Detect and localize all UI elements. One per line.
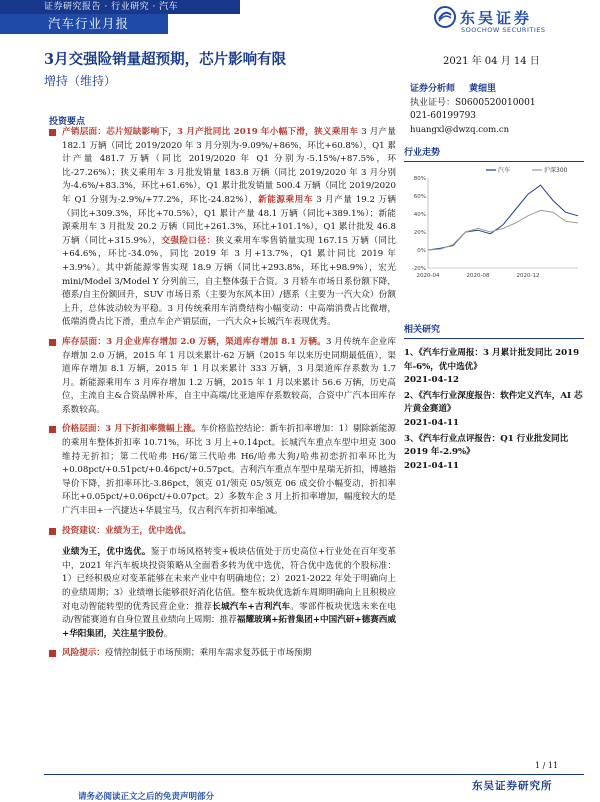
related-item[interactable] <box>404 433 584 474</box>
company-logo <box>434 6 584 36</box>
paragraph-risk <box>49 647 396 661</box>
invest-body: 鉴于市场风格转变+板块估值处于历史高位+行业处在百年变革中，2021 年汽车板块投资策略从全面看多转为优中选优，符合优中选优的个股标准：1）已经积极应对变革能够在未来产业中有明确地位；2）2021-2022 年处于明确向上的业绩周期；3）业绩增长能够很好消化估值。整车板块优选新车周期明确向上且积极应对电动智能转型的优秀民营企业：推荐 <box>62 547 396 612</box>
paragraph-body: 3 月传统车企业库存增加 2.0 万辆，2015 年 1 月以来累计-62 万辆（2015 年以来历史同期最低值），渠道库存增加 8.1 万辆，2015 年 1 月以来累计 333 万辆，3 月渠道库存系数为 1.7 月。新能源乘用车 3 月库存增加 1.2 万辆，2015 年 1 月以来累计 56.6 万辆，历史高位，主流自主&合资品牌补库，自主中高端/比亚迪库存系数较高，合资中广汽本田库存系数较高。 <box>62 336 397 415</box>
sidebar <box>404 145 584 475</box>
paragraph-body: 3 月产量 182.1 万辆（同比 2019/2020 年 3 月分别为-9.09%/+86%，环比+60.8%），Q1 累计产量 481.7 万辆（同比 2019/2020 年 Q1 分别为-5.15%/+87.5%，环比-27.26%）；狭义乘用车 3 月批发销量 183.8 万辆（同比 2019/2020 年 3 月分别为-4.6%/+83.3%，环比+61.6%），Q1 累计批发销量 500.4 万辆（同比 2019/2020 年 Q1 分别为-2.9%/+77.2%，环比-24.82%）， <box>62 127 396 205</box>
related-item-date: 2021-04-12 <box>404 375 459 386</box>
paragraph-price <box>49 423 396 518</box>
analyst-name: 黄细里 <box>469 84 497 94</box>
related-item-title[interactable]: 2、《汽车行业深度报告：软件定义汽车，AI 芯片黄金赛道》 <box>404 390 583 415</box>
footer-company: 东吴证券研究所 <box>472 780 553 792</box>
main-content <box>49 126 396 667</box>
invest-picks-vehicles: 长城汽车+吉利汽车 <box>212 601 291 612</box>
paragraph-lead: 交强险口径： <box>161 235 216 246</box>
divider <box>404 161 584 162</box>
x-tick-label: 2020-08 <box>466 273 490 279</box>
x-tick-label: 2020-04 <box>416 273 440 279</box>
paragraph-lead: 新能源乘用车 <box>258 194 314 205</box>
related-item-date: 2021-04-11 <box>404 417 459 428</box>
invest-body-3: 。 <box>163 628 173 639</box>
breadcrumb: 证券研究报告 · 行业研究 · 汽车 <box>44 2 179 12</box>
trend-chart-svg <box>404 164 584 284</box>
related-item-date: 2021-04-11 <box>404 460 459 471</box>
y-tick-label: -20% <box>411 266 426 272</box>
related-item[interactable] <box>404 347 584 388</box>
related-item[interactable] <box>404 390 584 431</box>
bullet-icon <box>49 129 56 136</box>
risk-lead: 风险提示： <box>62 648 105 659</box>
paragraph-production <box>49 126 396 330</box>
y-tick-label: 60% <box>413 194 426 200</box>
page-number: 1 / 11 <box>535 761 559 770</box>
report-date: 2021 年 04 月 14 日 <box>443 56 540 67</box>
y-tick-label: 40% <box>413 212 426 218</box>
top-header <box>0 0 600 36</box>
invest-body-2: 。零部件板块优选未来在电动/智能赛道有自身位置且业绩向上周期：推荐 <box>62 601 396 626</box>
divider <box>404 338 584 339</box>
paragraph-inventory <box>49 336 396 418</box>
bullet-icon <box>49 650 56 657</box>
y-tick-label: 20% <box>413 230 426 236</box>
invest-lead: 业绩为王，优中选优。 <box>62 547 151 558</box>
report-type: 汽车行业月报 <box>48 16 130 31</box>
analyst-phone: 021-60199793 <box>410 111 477 121</box>
analyst-email[interactable]: huangxl@dwzq.com.cn <box>410 124 510 135</box>
paragraph-advice <box>49 525 396 539</box>
paragraph-lead: 投资建议：业绩为王，优中选优。 <box>62 525 191 536</box>
bullet-icon <box>49 339 56 346</box>
paragraph-body: 车价格监控结论：新车折扣率增加：1）剔除新能源的乘用车整体折扣率 10.71%，环比 3 月上+0.14pct。长城汽车重点车型中坦克 300 维持无折扣；第二代哈弗 H6/第三代哈弗 H6/哈弗大狗/哈弗初恋折扣率环比为+0.08pct/+0.51pct/+0.46pct/+0.57pct。吉利汽车重点车型中星瑞无折扣，博越指导价下降，折扣率环比-3.86pct，领克 01/领克 05/领克 06 成交价小幅变动，折扣率环比+0.05pct/+0.06pct/+0.07pct。2）多数车企 3 月上折扣率增加，幅度较大的是广汽丰田+一汽捷达+华晨宝马，仅吉利汽车折扣率缩减。 <box>62 424 396 517</box>
analyst-info <box>410 83 580 137</box>
analyst-name-line <box>410 83 580 97</box>
analyst-license: 执业证号：S0600520010001 <box>410 97 536 108</box>
risk-body: 疫情控制低于市场预期；乘用车需求复苏低于市场预期 <box>104 648 312 659</box>
section-title-key-points: 投资要点 <box>49 117 86 127</box>
analyst-role: 证券分析师 <box>410 84 456 94</box>
rating: 增持（维持） <box>44 74 117 88</box>
x-tick-label: 2020-12 <box>516 273 540 279</box>
bullet-icon <box>49 528 56 535</box>
paragraph-lead: 产销层面：芯片短缺影响下，3 月产批同比 2019 年小幅下滑，狭义乘用车 <box>62 127 359 137</box>
paragraph-investment-detail <box>49 546 396 641</box>
paragraph-lead: 库存层面：3 月企业库存增加 2.0 万辆，渠道库存增加 8.1 万辆。 <box>62 336 326 347</box>
logo-text-en: SOOCHOW SECURITIES <box>461 26 546 34</box>
industry-trend-chart <box>404 164 584 284</box>
related-title: 相关研究 <box>404 325 441 335</box>
y-tick-label: 80% <box>413 176 426 182</box>
y-tick-label: 0% <box>417 248 426 254</box>
footer-disclaimer: 请务必阅读正文之后的免责声明部分 <box>78 792 215 802</box>
bullet-icon <box>49 426 56 433</box>
related-research-list <box>404 347 584 473</box>
logo-text-cn: 东吴证券 <box>460 9 533 27</box>
legend-label: 沪深300 <box>544 167 568 174</box>
related-item-title[interactable]: 3、《汽车行业点评报告：Q1 行业批发同比 2019 年-2.9%》 <box>404 433 569 458</box>
series-line-1 <box>428 210 578 250</box>
invest-picks-parts: 福耀玻璃+拓普集团+中国汽研+德赛西威+华阳集团，关注星宇股份 <box>62 615 396 639</box>
report-title: 3月交强险销量超预期，芯片影响有限 <box>44 51 287 68</box>
legend-label: 汽车 <box>498 167 511 174</box>
series-line-0 <box>428 185 578 250</box>
paragraph-body: 3 月产量 19.2 万辆（同比+309.3%，环比+70.5%），Q1 累计产量 48.1 万辆（同比+389.1%）；新能源乘用车 3 月批发 20.2 万辆（同比+261.3%，环比+101.1%），Q1 累计批发 46.8 万辆（同比+315.9%）， <box>62 194 396 246</box>
paragraph-lead: 价格层面：3 月下折扣率微幅上涨。 <box>62 424 201 435</box>
related-item-title[interactable]: 1、《汽车行业周报：3 月累计批发同比 2019 年-6%，优中选优》 <box>404 348 580 372</box>
footer-divider <box>44 774 584 775</box>
trend-title: 行业走势 <box>404 148 441 158</box>
logo-mark-icon <box>434 6 456 28</box>
paragraph-body: 狭义乘用车零售销量实现 167.15 万辆（同比+64.6%，环比-34.0%，同比 2019 年 3 月+13.7%，Q1 累计同比 2019 年+3.9%）。其中新能源零售实现 18.9 万辆（同比+293.8%，环比+98.9%），宏光 mini/Model 3/Model Y 分列前三，自主整体强于合资。3 月轿车市场日系份额下降，德系/自主份额回升，SUV 市场日系（主要为东风本田）/德系（主要为一汽大众）份额上升，总体波动较为平稳。3 月传统乘用车消费结构小幅变动：中高端消费占比微增，低端消费占比下滑，重点车企产销层面，一汽大众+长城汽车表现优秀。 <box>62 235 396 328</box>
